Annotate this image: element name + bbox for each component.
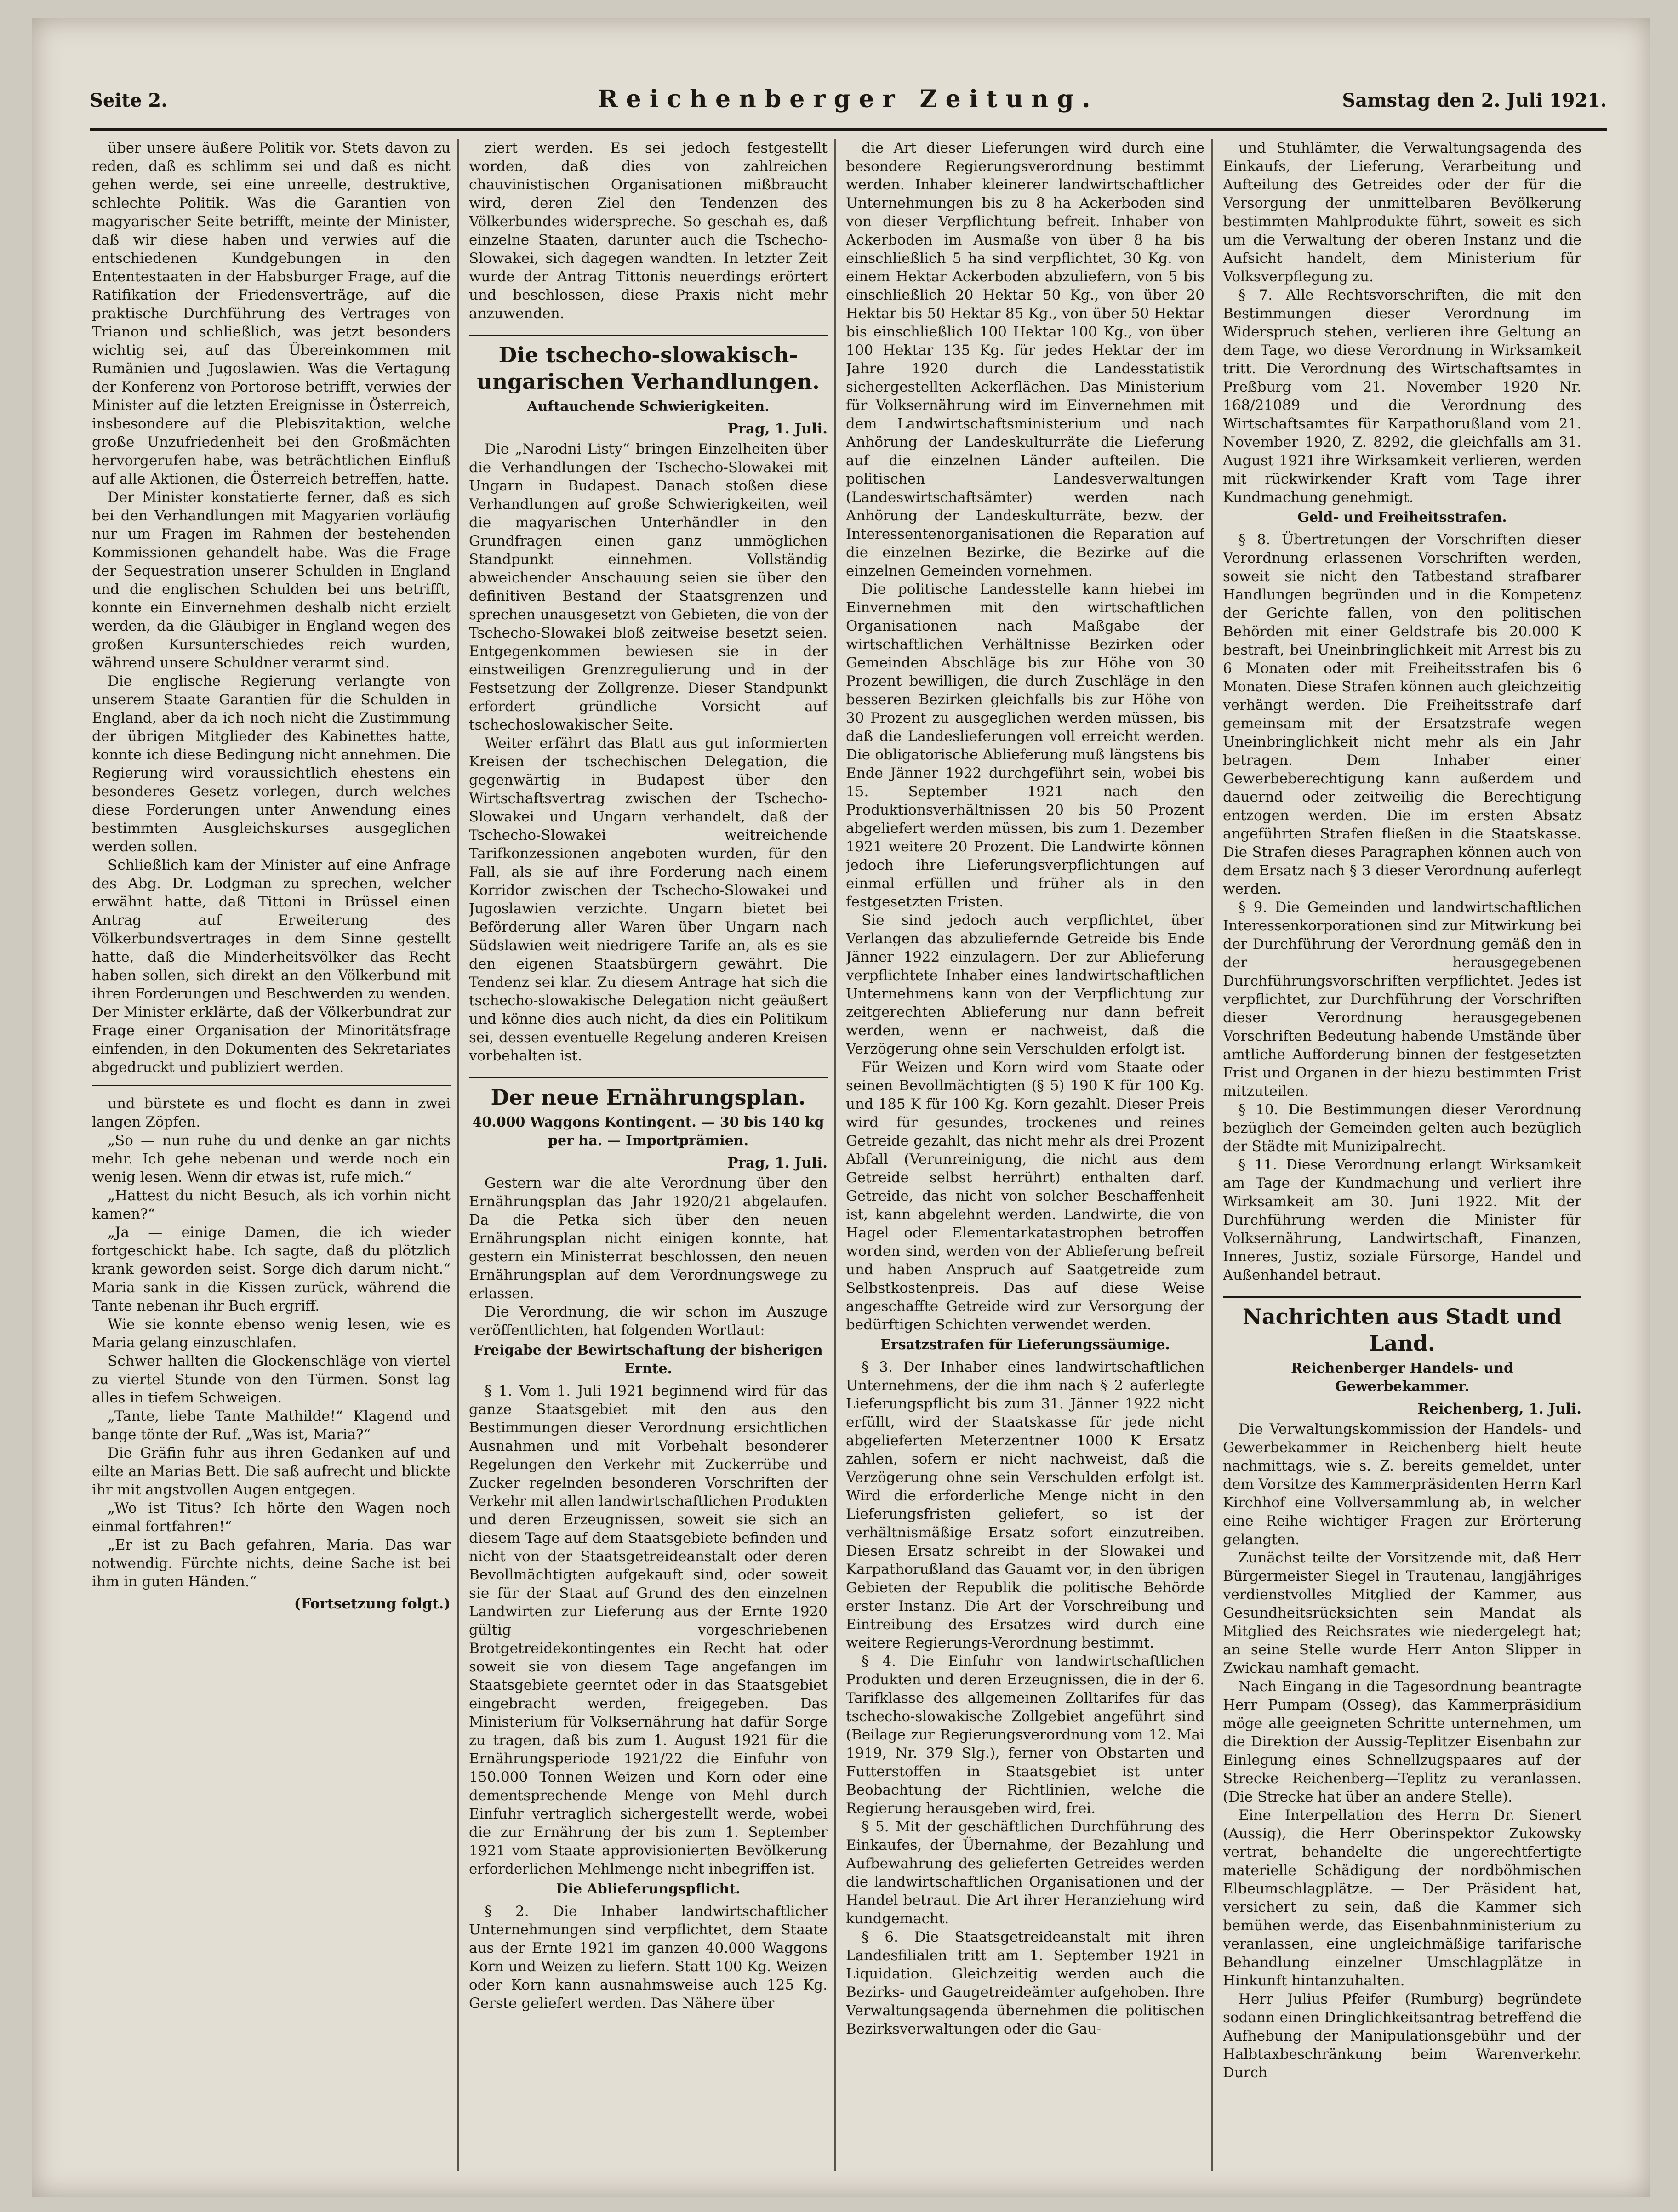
article-headline: Der neue Ernährungsplan. [469,1077,828,1111]
paragraph: Für Weizen und Korn wird vom Staate oder seinen Bevollmächtigten (§ 5) 190 K für 100 Kg. und 185 K für 100 Kg. Korn gezahlt. Dieser Preis wird für gesundes, trockenes und reines Getreide gezahlt, das nicht mehr als drei Prozent Abfall (Verunreinigung, die nicht aus dem Getreide selbst herrührt) enthalten darf. Getreide, das nicht von solcher Beschaffenheit ist, kann abgelehnt werden. Landwirte, die von Hagel oder Elementarkatastrophen betroffen worden sind, werden von der Ablieferung befreit und haben Anspruch auf Saatgetreide zum Selbstkostenpreis. Das auf diese Weise angeschaffte Getreide wird zur Versorgung der bedürftigen Schichten verwendet werden. [846,1059,1204,1333]
paragraph: „Ja — einige Damen, die ich wieder fortgeschickt habe. Ich sagte, daß du plötzlich krank geworden seist. Sorge dich darum nicht.“ Maria sank in die Kissen zurück, während die Tante nebenan ihr Buch ergriff. [92,1224,451,1314]
paragraph: Schließlich kam der Minister auf eine Anfrage des Abg. Dr. Lodgman zu sprechen, welcher erwähnt hatte, daß Tittoni in Brüssel einen Antrag auf Erweiterung des Völkerbundsvertrages in dem Sinne gestellt hatte, daß die Minderheitsvölker das Recht haben sollen, sich direkt an den Völkerbund mit ihren Forderungen und Beschwerden zu wenden. Der Minister erklärte, daß der Völkerbundrat zur Frage einer Organisation der Minoritätsfrage einfenden, in den Dokumenten des Sekretariates abgedruckt und publiziert werden. [92,857,451,1076]
continuation-note: (Fortsetzung folgt.) [294,1596,451,1612]
paragraph: Weiter erfährt das Blatt aus gut informierten Kreisen der tschechischen Delegation, die gegenwärtig in Budapest über den Wirtschaftsvertrag zwischen der Tschecho-Slowakei und Ungarn verhandelt, daß der Tschecho-Slowakei weitreichende Tarifkonzessionen angeboten wurden, für den Fall, als sie auf ihre Forderung nach einem Korridor zwischen der Tschecho-Slowakei und Jugoslawien verzichte. Ungarn bietet bei Beförderung aller Waren über Ungarn nach Südslawien weit niedrigere Tarife an, als es sie den eigenen Staatsbürgern gewährt. Die Tendenz sei klar. Zu diesem Antrage hat sich die tschecho-slowakische Delegation nicht geäußert und könne dies auch nicht, da dies ein Politikum sei, dessen eventuelle Regelung anderen Kreisen vorbehalten ist. [469,735,828,1064]
paragraph: ziert werden. Es sei jedoch festgestellt worden, daß dies von zahlreichen chauvinistischen Organisationen mißbraucht wird, deren Ziel den Tendenzen des Völkerbundes widerspreche. So geschah es, daß einzelne Staaten, darunter auch die Tschecho-Slowakei, sich dagegen wandten. In letzter Zeit wurde der Antrag Tittonis neuerdings erörtert und beschlossen, diese Praxis nicht mehr anzuwenden. [469,140,828,322]
column-divider [834,139,836,2171]
paragraph: Die Verordnung, die wir schon im Auszuge veröffentlichten, hat folgenden Wortlaut: [469,1304,828,1339]
paragraph: „Tante, liebe Tante Mathilde!“ Klagend und bange tönte der Ruf. „Was ist, Maria?“ [92,1408,451,1443]
column-2 [469,139,828,2171]
page-header [90,80,1607,122]
column-3 [846,139,1204,2171]
paragraph: § 7. Alle Rechtsvorschriften, die mit den Bestimmungen dieser Verordnung im Widerspruch stehen, verlieren ihre Geltung an dem Tage, wo diese Verordnung in Wirksamkeit tritt. Die Verordnung des Wirtschaftsamtes in Preßburg vom 21. November 1920 Nr. 168/21089 und die Verordnung des Wirtschaftsamtes für Karpathorußland vom 21. November 1920, Z. 8292, die gleichfalls am 31. August 1921 ihre Wirksamkeit verlieren, werden mit rückwirkender Kraft vom Tage ihrer Kundmachung genehmigt. [1223,287,1581,506]
issue-date: Samstag den 2. Juli 1921. [1342,90,1607,111]
paragraph: Zunächst teilte der Vorsitzende mit, daß Herr Bürgermeister Siegel in Trautenau, langjähriges verdienstvolles Mitglied der Kammer, aus Gesundheitsrücksichten sein Mandat als Mitglied des Reichsrates wie niedergelegt hat; an seine Stelle wurde Herr Anton Slipper in Zwickau namhaft gemacht. [1223,1550,1581,1676]
paragraph: Wie sie konnte ebenso wenig lesen, wie es Maria gelang einzuschlafen. [92,1316,451,1351]
column-4 [1223,139,1581,2171]
column-1 [92,139,451,2171]
article-subheadline: Auftauchende Schwierigkeiten. [527,399,770,415]
paragraph: Die politische Landesstelle kann hiebei im Einvernehmen mit den wirtschaftlichen Organisationen nach Maßgabe der wirtschaftlichen Verhältnisse Bezirken oder Gemeinden Abschläge bis zur Höhe von 30 Prozent bewilligen, die durch Zuschläge in den besseren Bezirken gleichfalls bis zur Höhe von 30 Prozent zu ausgeglichen werden müssen, bis daß die Landeslieferungen voll erreicht werden. Die obligatorische Ablieferung muß längstens bis Ende Jänner 1922 durchgeführt sein, wobei bis 15. September 1921 nach den Produktionsverhältnissen 20 bis 50 Prozent abgeliefert werden müssen, bis zum 1. Dezember 1921 weitere 20 Prozent. Die Landwirte können jedoch ihre Lieferungsverpflichtungen auf einmal erfüllen und früher als in den festgesetzten Fristen. [846,581,1204,910]
paragraph: über unsere äußere Politik vor. Stets davon zu reden, daß es schlimm sei und daß es nicht gehen werde, sei eine unreelle, destruktive, schlechte Politik. Was die Garantien von magyarischer Seite betrifft, meinte der Minister, daß wir diese haben und verwies auf die entschiedenen Kundgebungen in den Ententestaaten in der Habsburger Frage, auf die Ratifikation der Friedensverträge, auf die praktische Durchführung des Vertrages von Trianon und schließlich, was jetzt besonders wichtig sei, auf das Übereinkommen mit Rumänien und Jugoslawien. Was die Vertagung der Konferenz von Portorose betrifft, verwies der Minister auf die letzten Ereignisse in Österreich, insbesondere auf die Plebiszitaktion, welche große Unzufriedenheit bei den Großmächten hervorgerufen habe, was beträchtlichen Einfluß auf alle Aktionen, die Österreich betreffen, hatte. [92,140,451,487]
article-headline: Die tschecho-slowakisch-ungarischen Verhandlungen. [469,335,828,395]
dateline: Reichenberg, 1. Juli. [1417,1401,1581,1417]
paragraph: Die Gräfin fuhr aus ihren Gedanken auf und eilte an Marias Bett. Die saß aufrecht und blickte ihr mit angstvollen Augen entgegen. [92,1445,451,1498]
paragraph: Die Verwaltungskommission der Handels- und Gewerbekammer in Reichenberg hielt heute nachmittags, wie s. Z. bereits gemeldet, unter dem Vorsitze des Kammerpräsidenten Herrn Karl Kirchhof eine Vollversammlung ab, in welcher eine Reihe wichtiger Fragen zur Erörterung gelangten. [1223,1421,1581,1548]
paragraph: Nach Eingang in die Tagesordnung beantragte Herr Pumpam (Osseg), das Kammerpräsidium möge alle geeigneten Schritte unternehmen, um die Direktion der Aussig-Teplitzer Eisenbahn zur Einlegung eines Schnellzugspaares auf der Strecke Reichenberg—Teplitz zu veranlassen. (Die Strecke hat über an andere Stelle). [1223,1678,1581,1805]
article-headline: Nachrichten aus Stadt und Land. [1223,1296,1581,1357]
header-rule [90,128,1607,131]
dateline: Prag, 1. Juli. [727,421,828,437]
paragraph: § 4. Die Einfuhr von landwirtschaftlichen Produkten und deren Erzeugnissen, die in der 6. Tarifklasse des allgemeinen Zolltarifes für das tschecho-slowakische Zollgebiet angeführt sind (Beilage zur Regierungsverordnung vom 12. Mai 1919, Nr. 379 Slg.), ferner von Obstarten und Futterstoffen in Staatsgebiet ist unter Beobachtung der Richtlinien, welche die Regierung herausgeben wird, frei. [846,1653,1204,1817]
paragraph: § 8. Übertretungen der Vorschriften dieser Verordnung erlassenen Vorschriften werden, soweit sie nicht den Tatbestand strafbarer Handlungen begründen und in die Kompetenz der Gerichte fallen, von den politischen Behörden mit einer Geldstrafe bis 20.000 K bestraft, bei Uneinbringlichkeit mit Arrest bis zu 6 Monaten oder mit Freiheitsstrafen bis 6 Monaten. Diese Strafen können auch gleichzeitig verhängt werden. Die Freiheitsstrafe darf gemeinsam mit der Ersatzstrafe wegen Uneinbringlichkeit nicht mehr als ein Jahr betragen. Dem Inhaber einer Gewerbeberechtigung kann außerdem und dauernd oder zeitweilig die Berechtigung entzogen werden. Die im ersten Absatz angeführten Strafen fließen in die Staatskasse. Die Strafen dieses Paragraphen können auch von dem Ersatz nach § 3 dieser Verordnung auferlegt werden. [1223,531,1581,897]
paragraph: § 1. Vom 1. Juli 1921 beginnend wird für das ganze Staatsgebiet mit den aus den Bestimmungen dieser Verordnung ersichtlichen Ausnahmen und mit Vorbehalt besonderer Regelungen den Verkehr mit Zuckerrübe und Zucker regelnden besonderen Vorschriften der Verkehr mit allen landwirtschaftlichen Produkten und deren Erzeugnissen, soweit sie sich an diesem Tage auf dem Staatsgebiete befinden und nicht von der Staatsgetreideanstalt oder deren Bevollmächtigten aufgekauft sind, oder soweit sie für der Staat auf Grund des den einzelnen Landwirten zur Lieferung aus der Ernte 1920 gültig vorgeschriebenen Brotgetreidekontingentes ein Recht hat oder soweit sie von diesem Tage angefangen im Staatsgebiete geerntet oder in das Staatsgebiet eingebracht werden, freigegeben. Das Ministerium für Volksernährung hat dafür Sorge zu tragen, daß bis zum 1. August 1921 für die Ernährungsperiode 1921/22 die Einfuhr von 150.000 Tonnen Weizen und Korn oder eine dementsprechende Menge von Mehl durch Einfuhr vertraglich sichergestellt werde, wobei die zur Ernährung der bis zum 1. September 1921 vom Staate approvisionierten Bevölkerung erforderlichen Mehlmenge nicht inbegriffen ist. [469,1383,828,1877]
paragraph: „Wo ist Titus? Ich hörte den Wagen noch einmal fortfahren!“ [92,1500,451,1535]
feuilleton-divider [92,1085,451,1086]
paragraph: Die „Narodni Listy“ bringen Einzelheiten über die Verhandlungen der Tschecho-Slowakei mit Ungarn in Budapest. Danach stoßen diese Verhandlungen auf große Schwierigkeiten, weil die magyarischen Unterhändler in den Grundfragen einen ganz unmöglichen Standpunkt einnehmen. Vollständig abweichender Anschauung seien sie über den definitiven Bestand der Staatsgrenzen und sprechen unausgesetzt von Gebieten, die von der Tschecho-Slowakei bloß zeitweise besetzt seien. Entgegenkommen bewiesen sie in der einstweiligen Grenzregulierung und in der Festsetzung der Zollgrenze. Dieser Standpunkt erfordert gründliche Vorsicht auf tschechoslowakischer Seite. [469,441,828,733]
paragraph: und Stuhlämter, die Verwaltungsagenda des Einkaufs, der Lieferung, Verarbeitung und Aufteilung des Getreides oder der für die Versorgung der unmittelbaren Bevölkerung bestimmten Mahlprodukte führt, soweit es sich um die Verwaltung der oberen Instanz und die Aufsicht handelt, dem Ministerium für Volksverpflegung zu. [1223,140,1581,285]
paragraph: „Er ist zu Bach gefahren, Maria. Das war notwendig. Fürchte nichts, deine Sache ist bei ihm in guten Händen.“ [92,1537,451,1590]
column-divider [457,139,459,2171]
paragraph: § 5. Mit der geschäftlichen Durchführung des Einkaufes, der Übernahme, der Bezahlung und Aufbewahrung des gelieferten Getreides werden die landwirtschaftlichen Organisationen und der Handel betraut. Die Art ihrer Heranziehung wird kundgemacht. [846,1819,1204,1927]
paragraph: und bürstete es und flocht es dann in zwei langen Zöpfen. [92,1095,451,1130]
paragraph: § 11. Diese Verordnung erlangt Wirksamkeit am Tage der Kundmachung und verliert ihre Wirksamkeit am 30. Juni 1922. Mit der Durchführung werden die Minister für Volksernährung, Landwirtschaft, Finanzen, Inneres, Justiz, soziale Fürsorge, Handel und Außenhandel betraut. [1223,1157,1581,1283]
paragraph: Gestern war die alte Verordnung über den Ernährungsplan das Jahr 1920/21 abgelaufen. Da die Petka sich über den neuen Ernährungsplan nicht einigen konnte, hat gestern ein Ministerrat beschlossen, den neuen Ernährungsplan auf dem Verordnungswege zu erlassen. [469,1175,828,1302]
paragraph: § 10. Die Bestimmungen dieser Verordnung bezüglich der Gemeinden gelten auch bezüglich der Städte mit Munizipalrecht. [1223,1101,1581,1155]
dateline: Prag, 1. Juli. [727,1155,828,1171]
section-heading: Die Ablieferungspflicht. [556,1881,741,1897]
paragraph: § 3. Der Inhaber eines landwirtschaftlichen Unternehmens, der die ihm nach § 2 auferlegte Lieferungspflicht bis zum 31. Jänner 1922 nicht erfüllt, wird der Staatskasse für jede nicht abgelieferten Meterzentner 1000 K Ersatz zahlen, sofern er nicht nachweist, daß die Verzögerung ohne sein Verschulden erfolgt ist. Wird die erforderliche Menge nicht in den Lieferungsfristen geliefert, so ist der verhältnismäßige Ersatz sofort einzutreiben. Diesen Ersatz schreibt in der Slowakei und Karpathorußland das Gauamt vor, in den übrigen Gebieten der Republik die politische Behörde erster Instanz. Die Art der Vorschreibung und Eintreibung des Ersatzes wird durch eine weitere Regierungs-Verordnung bestimmt. [846,1359,1204,1651]
section-heading: Ersatzstrafen für Lieferungssäumige. [880,1337,1170,1353]
paragraph: Der Minister konstatierte ferner, daß es sich bei den Verhandlungen mit Magyarien vorläufig nur um Fragen im Rahmen der bestehenden Kommissionen gehandelt habe. Was die Frage der Sequestration unserer Schulden in England und die englischen Schulden bei uns betrifft, konnte ein Einvernehmen deshalb nicht erzielt werden, da die Gläubiger in England wegen des großen Kursunterschiedes reich wurden, während unsere Schuldner verarmt sind. [92,489,451,671]
paragraph: „Hattest du nicht Besuch, als ich vorhin nicht kamen?“ [92,1187,451,1222]
paragraph: Eine Interpellation des Herrn Dr. Sienert (Aussig), die Herr Oberinspektor Zukowsky vertrat, behandelte die ungerechtfertigte materielle Schädigung der nordböhmischen Elbeumschlagplätze. — Der Präsident hat, versichert zu sein, daß die Kammer sich bemühen werde, das Eisenbahnministerium zu veranlassen, eine ungleichmäßige tarifarische Behandlung einzelner Umschlagplätze in Hinkunft hintanzuhalten. [1223,1807,1581,1989]
newspaper-page [32,18,1650,2197]
paragraph: „So — nun ruhe du und denke an gar nichts mehr. Ich gehe nebenan und werde noch ein wenig lesen. Wenn dir etwas ist, rufe mich.“ [92,1132,451,1186]
paragraph: Die englische Regierung verlangte von unserem Staate Garantien für die Schulden in England, aber da ich noch nicht die Zustimmung der übrigen Mitglieder des Kabinettes hatte, konnte ich diese Bedingung nicht annehmen. Die Regierung wird voraussichtlich ehestens ein besonderes Gesetz vorlegen, durch welches diese Forderungen unter Anwendung eines bestimmten Ausgleichskurses ausgeglichen werden sollen. [92,673,451,855]
column-divider [1211,139,1213,2171]
paragraph: Herr Julius Pfeifer (Rumburg) begründete sodann einen Dringlichkeitsantrag betreffend die Aufhebung der Manipulationsgebühr und der Halbtaxbeschränkung beim Warenverkehr. Durch [1223,1991,1581,2081]
paragraph: die Art dieser Lieferungen wird durch eine besondere Regierungsverordnung bestimmt werden. Inhaber kleinerer landwirtschaftlicher Unternehmungen bis zu 8 ha Ackerboden sind von dieser Verpflichtung befreit. Inhaber von Ackerboden im Ausmaße von über 8 ha bis einschließlich 5 ha sind verpflichtet, 30 Kg. von einem Hektar Ackerboden abzuliefern, von 5 bis einschließlich 20 Hektar 50 Kg., von über 20 Hektar bis 50 Hektar 85 Kg., von über 50 Hektar bis einschließlich 100 Hektar 100 Kg., von über 100 Hektar 135 Kg. für jedes Hektar der im Jahre 1920 durch die Landesstatistik sichergestellten Ackerflächen. Das Ministerium für Volksernährung wird im Einvernehmen mit dem Landwirtschaftsministerium und nach Anhörung der Landeskulturräte die Lieferung auf die einzelnen Länder aufteilen. Die politischen Landesverwaltungen (Landeswirtschaftsämter) werden nach Anhörung der Landeskulturräte, bezw. der Interessentenorganisationen die Reparation auf die einzelnen Bezirke, die Bezirke auf die einzelnen Gemeinden vornehmen. [846,140,1204,579]
section-heading: Geld- und Freiheitsstrafen. [1297,509,1507,525]
paragraph: § 9. Die Gemeinden und landwirtschaftlichen Interessenkorporationen sind zur Mitwirkung bei der Durchführung der Verordnung gemäß den in der herausgegebenen Durchführungsvorschriften verpflichtet. Jedes ist verpflichtet, zur Durchführung der Vorschriften dieser Verordnung herausgegebenen Vorschriften Bedeutung habende Umstände über amtliche Aufforderung binnen der festgesetzten Frist und Organen in der hiezu bestimmten Frist mitzuteilen. [1223,899,1581,1100]
paragraph: § 6. Die Staatsgetreideanstalt mit ihren Landesfilialen tritt am 1. September 1921 in Liquidation. Gleichzeitig werden auch die Bezirks- und Gaugetreideämter aufgehoben. Ihre Verwaltungsagenda übernehmen die politischen Bezirksverwaltungen oder die Gau- [846,1929,1204,2037]
newspaper-title: Reichenberger Zeitung. [598,85,1099,113]
article-subheadline: 40.000 Waggons Kontingent. — 30 bis 140 kg per ha. — Importprämien. [472,1114,824,1149]
page-number: Seite 2. [90,90,168,111]
paragraph: § 2. Die Inhaber landwirtschaftlicher Unternehmungen sind verpflichtet, dem Staate aus der Ernte 1921 im ganzen 40.000 Waggons Korn und Weizen zu liefern. Statt 100 Kg. Weizen oder Korn kann ausnahmsweise auch 125 Kg. Gerste geliefert werden. Das Nähere über [469,1903,828,2012]
section-heading: Freigabe der Bewirtschaftung der bisherigen Ernte. [474,1342,823,1377]
paragraph: Schwer hallten die Glockenschläge von viertel zu viertel Stunde von den Türmen. Sonst lag alles in tiefem Schweigen. [92,1353,451,1406]
article-subheadline: Reichenberger Handels- und Gewerbekammer. [1290,1360,1513,1395]
paragraph: Sie sind jedoch auch verpflichtet, über Verlangen das abzuliefernde Getreide bis Ende Jänner 1922 einzulagern. Der zur Ablieferung verpflichtete Inhaber eines landwirtschaftlichen Unternehmens kann von der Verpflichtung zur zeitgerechten Ablieferung nur dann befreit werden, wenn er nachweist, daß die Verzögerung ohne sein Verschulden erfolgt ist. [846,912,1204,1057]
